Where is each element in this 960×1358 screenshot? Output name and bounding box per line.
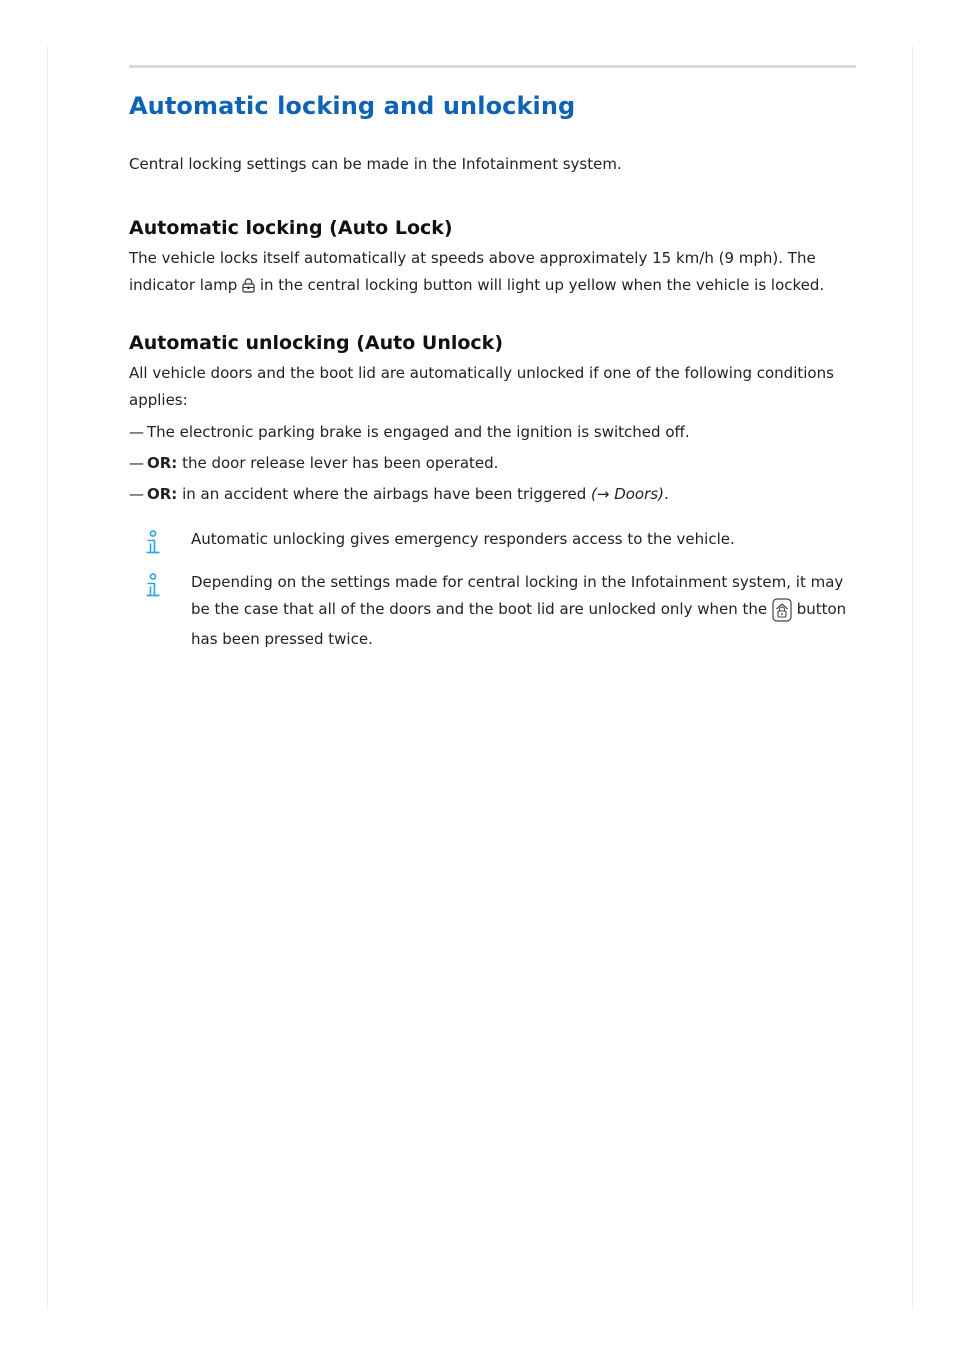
list-dash: — xyxy=(129,485,144,503)
left-margin-line xyxy=(47,46,48,1310)
list-dash: — xyxy=(129,423,144,441)
auto-unlock-heading: Automatic unlocking (Auto Unlock) xyxy=(129,332,503,354)
info-icon xyxy=(143,530,163,556)
doors-cross-reference-link[interactable]: (→ Doors) xyxy=(591,485,664,503)
note-text: Automatic unlocking gives emergency responders access to the vehicle. xyxy=(191,530,735,548)
auto-lock-paragraph xyxy=(129,245,849,302)
central-locking-button-icon xyxy=(772,598,792,626)
condition-list xyxy=(129,422,849,504)
list-item xyxy=(129,453,849,473)
list-item xyxy=(129,422,849,442)
info-note xyxy=(129,569,849,653)
condition-text: the door release lever has been operated. xyxy=(182,454,499,472)
or-label: OR: xyxy=(147,485,178,503)
note-text xyxy=(191,569,849,653)
condition-text: in an accident where the airbags have been triggered xyxy=(182,485,587,503)
auto-lock-text-end: in the central locking button will light up yellow when the vehicle is locked. xyxy=(259,276,825,294)
auto-lock-text-start: The vehicle locks itself automatically at speeds above approximately 15 km/h (9 mph). The indicator lamp xyxy=(129,249,816,294)
page-title: Automatic locking and unlocking xyxy=(129,92,576,120)
page-content xyxy=(129,88,849,669)
info-note xyxy=(129,526,849,553)
lock-indicator-icon xyxy=(242,275,255,302)
list-dash: — xyxy=(129,454,144,472)
note-text-end: button has been pressed twice. xyxy=(191,600,847,648)
condition-end: . xyxy=(663,485,669,503)
auto-unlock-intro: All vehicle doors and the boot lid are automatically unlocked if one of the following conditions applies: xyxy=(129,364,834,409)
auto-lock-heading: Automatic locking (Auto Lock) xyxy=(129,217,453,239)
notes xyxy=(129,526,849,653)
list-item xyxy=(129,484,849,504)
condition-text: The electronic parking brake is engaged and the ignition is switched off. xyxy=(147,423,690,441)
right-margin-line xyxy=(912,46,913,1310)
info-icon xyxy=(143,573,163,599)
intro-text: Central locking settings can be made in the Infotainment system. xyxy=(129,155,622,173)
note-text-start: Depending on the settings made for central locking in the Infotainment system, it may be the case that all of the doors and the boot lid are unlocked only when the xyxy=(191,573,844,618)
or-label: OR: xyxy=(147,454,178,472)
top-rule xyxy=(129,65,856,68)
